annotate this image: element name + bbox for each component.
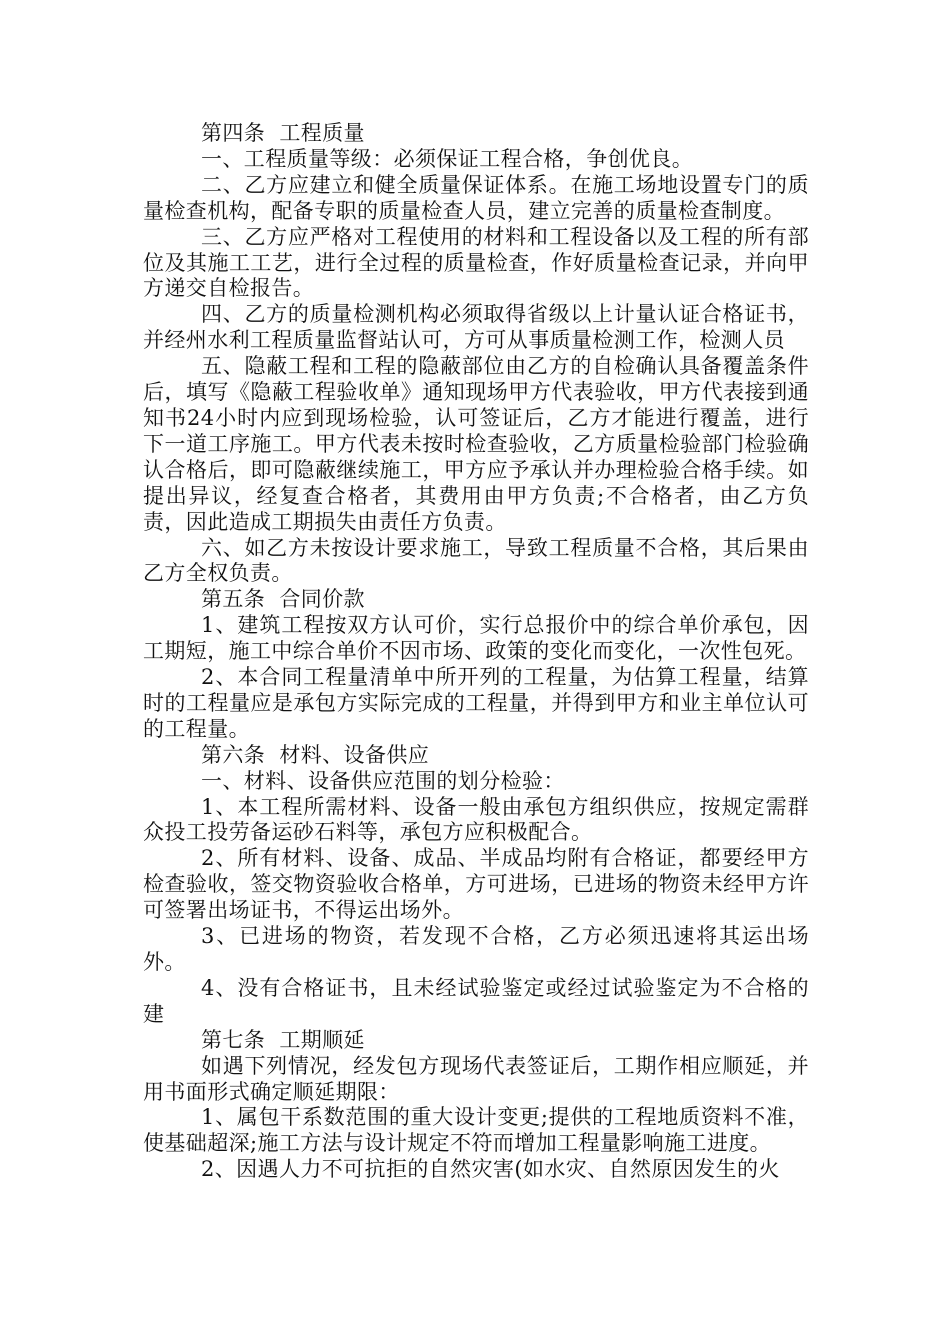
- paragraph-supply-4: 4、没有合格证书，且未经试验鉴定或经过试验鉴定为不合格的建: [143, 975, 809, 1026]
- paragraph-concealed-works: 五、隐蔽工程和工程的隐蔽部位由乙方的自检确认具备覆盖条件后，填写《隐蔽工程验收单》通知现场甲方代表验收，甲方代表接到通知书24小时内应到现场检验，认可签证后，乙方才能进行覆盖，进行下一道工序施工。甲方代表未按时检查验收，乙方质量检验部门检验确认合格后，即可隐蔽继续施工，甲方应予承认并办理检验合格手续。如提出异议，经复查合格者，其费用由甲方负责;不合格者，由乙方负责，因此造成工期损失由责任方负责。: [143, 354, 809, 534]
- paragraph-price-2: 2、本合同工程量清单中所开列的工程量，为估算工程量，结算时的工程量应是承包方实际完成的工程量，并得到甲方和业主单位认可的工程量。: [143, 665, 809, 741]
- paragraph-extension-intro: 如遇下列情况，经发包方现场代表签证后，工期作相应顺延，并用书面形式确定顺延期限：: [143, 1053, 809, 1104]
- paragraph-price-1: 1、建筑工程按双方认可价，实行总报价中的综合单价承包，因工期短，施工中综合单价不因市场、政策的变化而变化，一次性包死。: [143, 613, 809, 664]
- paragraph-quality-system: 二、乙方应建立和健全质量保证体系。在施工场地设置专门的质量检查机构，配备专职的质量检查人员，建立完善的质量检查制度。: [143, 172, 809, 223]
- paragraph-design-compliance: 六、如乙方未按设计要求施工，导致工程质量不合格，其后果由乙方全权负责。: [143, 535, 809, 586]
- paragraph-supply-2: 2、所有材料、设备、成品、半成品均附有合格证，都要经甲方检查验收，签交物资验收合格单，方可进场，已进场的物资未经甲方许可签署出场证书，不得运出场外。: [143, 846, 809, 923]
- paragraph-extension-1: 1、属包干系数范围的重大设计变更;提供的工程地质资料不准，使基础超深;施工方法与设计规定不符而增加工程量影响施工进度。: [143, 1105, 809, 1156]
- document-page: [143, 121, 809, 1183]
- paragraph-quality-grade: 一、工程质量等级：必须保证工程合格，争创优良。: [201, 146, 694, 171]
- paragraph-supply-1: 1、本工程所需材料、设备一般由承包方组织供应，按规定需群众投工投劳备运砂石料等，承包方应积极配合。: [143, 794, 809, 845]
- heading-article-6: 第六条 材料、设备供应: [201, 742, 430, 767]
- paragraph-quality-inspection: 三、乙方应严格对工程使用的材料和工程设备以及工程的所有部位及其施工工艺，进行全过程的质量检查，作好质量检查记录，并向甲方递交自检报告。: [143, 224, 809, 301]
- heading-article-4: 第四条 工程质量: [201, 121, 365, 145]
- paragraph-supply-3: 3、已进场的物资，若发现不合格，乙方必须迅速将其运出场外。: [143, 924, 809, 974]
- paragraph-supply-scope: 一、材料、设备供应范围的划分检验：: [201, 768, 565, 793]
- heading-article-7: 第七条 工期顺延: [201, 1027, 365, 1052]
- paragraph-testing-agency: 四、乙方的质量检测机构必须取得省级以上计量认证合格证书，并经州水利工程质量监督站认可，方可从事质量检测工作，检测人员: [143, 302, 809, 353]
- paragraph-extension-2: 2、因遇人力不可抗拒的自然灾害(如水灾、自然原因发生的火: [201, 1157, 780, 1182]
- heading-article-5: 第五条 合同价款: [201, 587, 365, 612]
